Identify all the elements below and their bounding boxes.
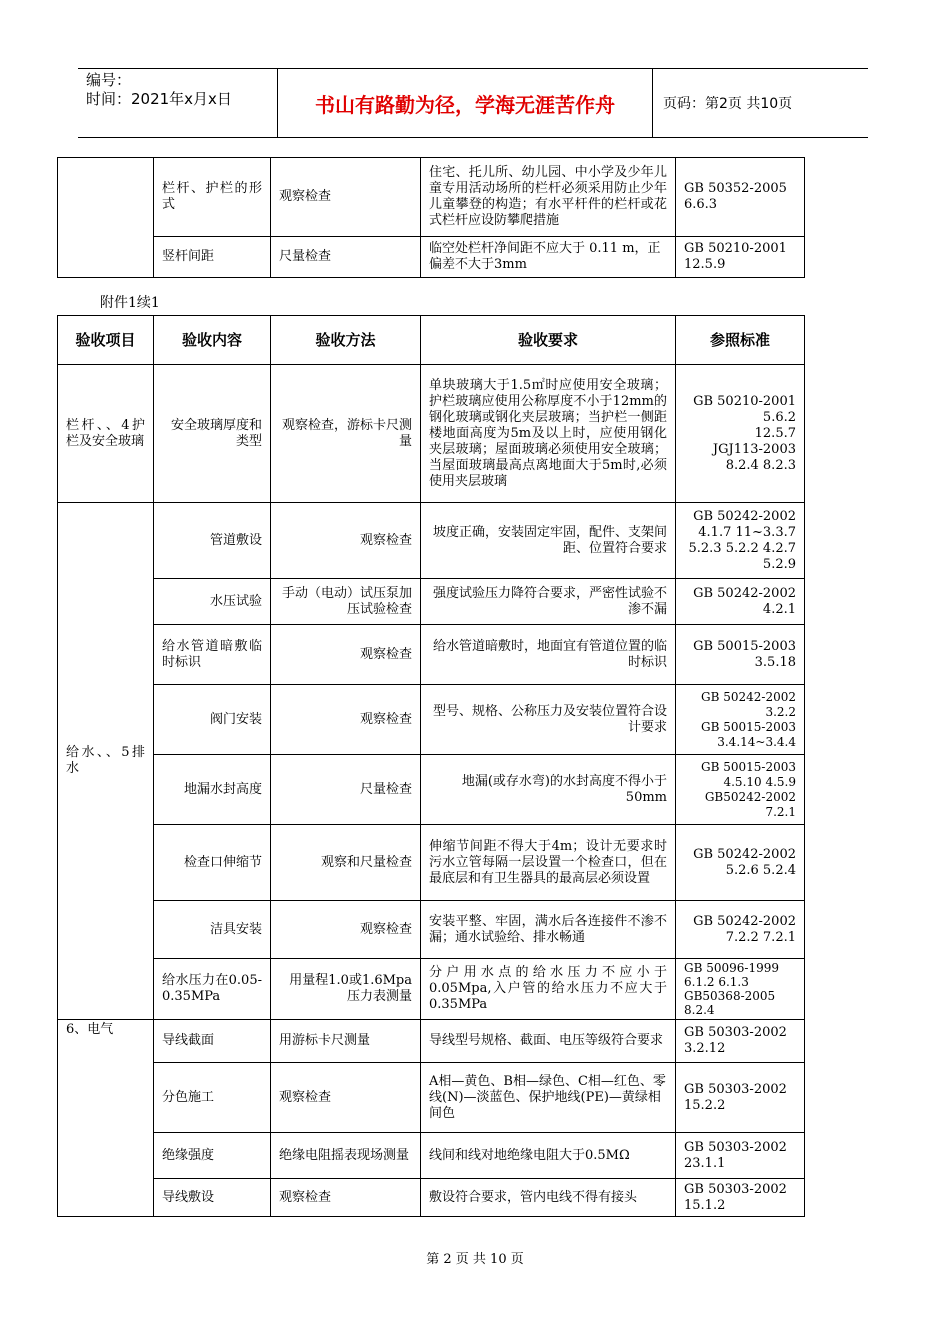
method-cell: 观察检查 — [271, 685, 421, 755]
requirement-cell: 分户用水点的给水压力不应小于0.05Mpa,入户管的给水压力不应大于0.35MPa — [421, 959, 676, 1020]
method-cell: 观察检查 — [271, 158, 421, 237]
table-row — [58, 503, 805, 579]
table-row — [58, 755, 805, 825]
requirement-cell: 线间和线对地绝缘电阻大于0.5MΩ — [421, 1133, 676, 1179]
item-cell: 栏杆、、4护栏及安全玻璃 — [58, 365, 154, 503]
requirement-cell: 临空处栏杆净间距不应大于 0.11 m，正偏差不大于3mm — [421, 237, 676, 278]
page-footer: 第 2 页 共 10 页 — [426, 1252, 524, 1267]
standard-cell: GB 50242-2002 4.1.7 11~3.3.7 5.2.3 5.2.2 4.2.7 5.2.9 — [676, 503, 805, 579]
standard-cell: GB 50303-2002 23.1.1 — [676, 1133, 805, 1179]
method-cell: 观察检查 — [271, 1063, 421, 1133]
content-cell: 给水管道暗敷临时标识 — [154, 625, 271, 685]
requirement-cell: 敷设符合要求，管内电线不得有接头 — [421, 1179, 676, 1217]
page-info: 页码：第2页 共10页 — [663, 96, 793, 112]
content-cell: 管道敷设 — [154, 503, 271, 579]
requirement-cell: 安装平整、牢固，满水后各连接件不渗不漏；通水试验给、排水畅通 — [421, 901, 676, 959]
method-cell: 观察检查 — [271, 1179, 421, 1217]
method-cell: 尺量检查 — [271, 755, 421, 825]
requirement-cell: 坡度正确，安装固定牢固，配件、支架间距、位置符合要求 — [421, 503, 676, 579]
header-content: 验收内容 — [154, 316, 271, 365]
standard-cell: GB 50242-2002 5.2.6 5.2.4 — [676, 825, 805, 901]
requirement-cell: 住宅、托儿所、幼儿园、中小学及少年儿童专用活动场所的栏杆必须采用防止少年儿童攀登的构造；有水平杆件的栏杆或花式栏杆应设防攀爬措施 — [421, 158, 676, 237]
table-row — [58, 158, 805, 237]
table-row — [58, 959, 805, 1020]
requirement-cell: 给水管道暗敷时，地面宜有管道位置的临时标识 — [421, 625, 676, 685]
method-cell: 用量程1.0或1.6Mpa压力表测量 — [271, 959, 421, 1020]
header-requirement: 验收要求 — [421, 316, 676, 365]
content-cell: 给水压力在0.05-0.35MPa — [154, 959, 271, 1020]
standard-cell: GB 50303-2002 15.1.2 — [676, 1179, 805, 1217]
requirement-cell: 强度试验压力降符合要求，严密性试验不渗不漏 — [421, 579, 676, 625]
header-standard: 参照标准 — [676, 316, 805, 365]
content-cell: 阀门安装 — [154, 685, 271, 755]
item-cell-empty — [58, 158, 154, 278]
table-continued — [57, 157, 805, 278]
annex-subtitle: 附件1续1 — [100, 295, 160, 311]
requirement-cell: 型号、规格、公称压力及安装位置符合设计要求 — [421, 685, 676, 755]
requirement-cell: 单块玻璃大于1.5㎡时应使用安全玻璃；护栏玻璃应使用公称厚度不小于12mm的钢化玻璃或钢化夹层玻璃；当护栏一侧距楼地面高度为5m及以上时，应使用钢化夹层玻璃；屋面玻璃必须使用安全玻璃；当屋面玻璃最高点离地面大于5m时,必须使用夹层玻璃 — [421, 365, 676, 503]
method-cell: 观察检查 — [271, 901, 421, 959]
requirement-cell: 导线型号规格、截面、电压等级符合要求 — [421, 1020, 676, 1063]
content-cell: 检查口伸缩节 — [154, 825, 271, 901]
table-row — [58, 1063, 805, 1133]
content-cell: 水压试验 — [154, 579, 271, 625]
table-row — [58, 825, 805, 901]
header-meta — [78, 69, 278, 137]
table-row — [58, 1020, 805, 1063]
method-cell: 尺量检查 — [271, 237, 421, 278]
page-header — [78, 68, 868, 138]
content-cell: 绝缘强度 — [154, 1133, 271, 1179]
method-cell: 用游标卡尺测量 — [271, 1020, 421, 1063]
number-label: 编号： — [86, 71, 132, 89]
table-row — [58, 901, 805, 959]
acceptance-table — [57, 315, 805, 1217]
content-cell: 导线敷设 — [154, 1179, 271, 1217]
header-motto: 书山有路勤为径，学海无涯苦作舟 — [278, 69, 653, 137]
table-row — [58, 365, 805, 503]
item-cell: 给水、、5排水 — [58, 503, 154, 1020]
standard-cell: GB 50015-2003 3.5.18 — [676, 625, 805, 685]
standard-cell: GB 50242-2002 3.2.2 GB 50015-2003 3.4.14~3.4.4 — [676, 685, 805, 755]
table-row — [58, 1133, 805, 1179]
table-row — [58, 237, 805, 278]
method-cell: 绝缘电阻摇表现场测量 — [271, 1133, 421, 1179]
content-cell: 栏杆、护栏的形式 — [154, 158, 271, 237]
content-cell: 洁具安装 — [154, 901, 271, 959]
standard-cell: GB 50096-1999 6.1.2 6.1.3 GB50368-2005 8.2.4 — [676, 959, 805, 1020]
table-row — [58, 685, 805, 755]
table-row — [58, 579, 805, 625]
requirement-cell: 伸缩节间距不得大于4m；设计无要求时污水立管每隔一层设置一个检查口，但在最底层和有卫生器具的最高层必须设置 — [421, 825, 676, 901]
standard-cell: GB 50210-2001 12.5.9 — [676, 237, 805, 278]
standard-cell: GB 50242-2002 4.2.1 — [676, 579, 805, 625]
method-cell: 观察和尺量检查 — [271, 825, 421, 901]
table-header-row — [58, 316, 805, 365]
standard-cell: GB 50352-2005 6.6.3 — [676, 158, 805, 237]
content-cell: 导线截面 — [154, 1020, 271, 1063]
standard-cell: GB 50242-2002 7.2.2 7.2.1 — [676, 901, 805, 959]
table-row — [58, 625, 805, 685]
content-cell: 地漏水封高度 — [154, 755, 271, 825]
header-method: 验收方法 — [271, 316, 421, 365]
header-item: 验收项目 — [58, 316, 154, 365]
content-cell: 分色施工 — [154, 1063, 271, 1133]
table-row — [58, 1179, 805, 1217]
item-cell: 6、电气 — [58, 1020, 154, 1217]
standard-cell: GB 50303-2002 15.2.2 — [676, 1063, 805, 1133]
requirement-cell: A相—黄色、B相—绿色、C相—红色、零线(N)—淡蓝色、保护地线(PE)—黄绿相间色 — [421, 1063, 676, 1133]
content-cell: 安全玻璃厚度和类型 — [154, 365, 271, 503]
standard-cell: GB 50015-2003 4.5.10 4.5.9 GB50242-2002 7.2.1 — [676, 755, 805, 825]
date-line: 时间：2021年x月x日 — [86, 90, 232, 108]
requirement-cell: 地漏(或存水弯)的水封高度不得小于50mm — [421, 755, 676, 825]
standard-cell: GB 50303-2002 3.2.12 — [676, 1020, 805, 1063]
standard-cell: GB 50210-2001 5.6.2 12.5.7 JGJ113-2003 8.2.4 8.2.3 — [676, 365, 805, 503]
method-cell: 手动（电动）试压泵加压试验检查 — [271, 579, 421, 625]
method-cell: 观察检查，游标卡尺测量 — [271, 365, 421, 503]
method-cell: 观察检查 — [271, 503, 421, 579]
content-cell: 竖杆间距 — [154, 237, 271, 278]
method-cell: 观察检查 — [271, 625, 421, 685]
